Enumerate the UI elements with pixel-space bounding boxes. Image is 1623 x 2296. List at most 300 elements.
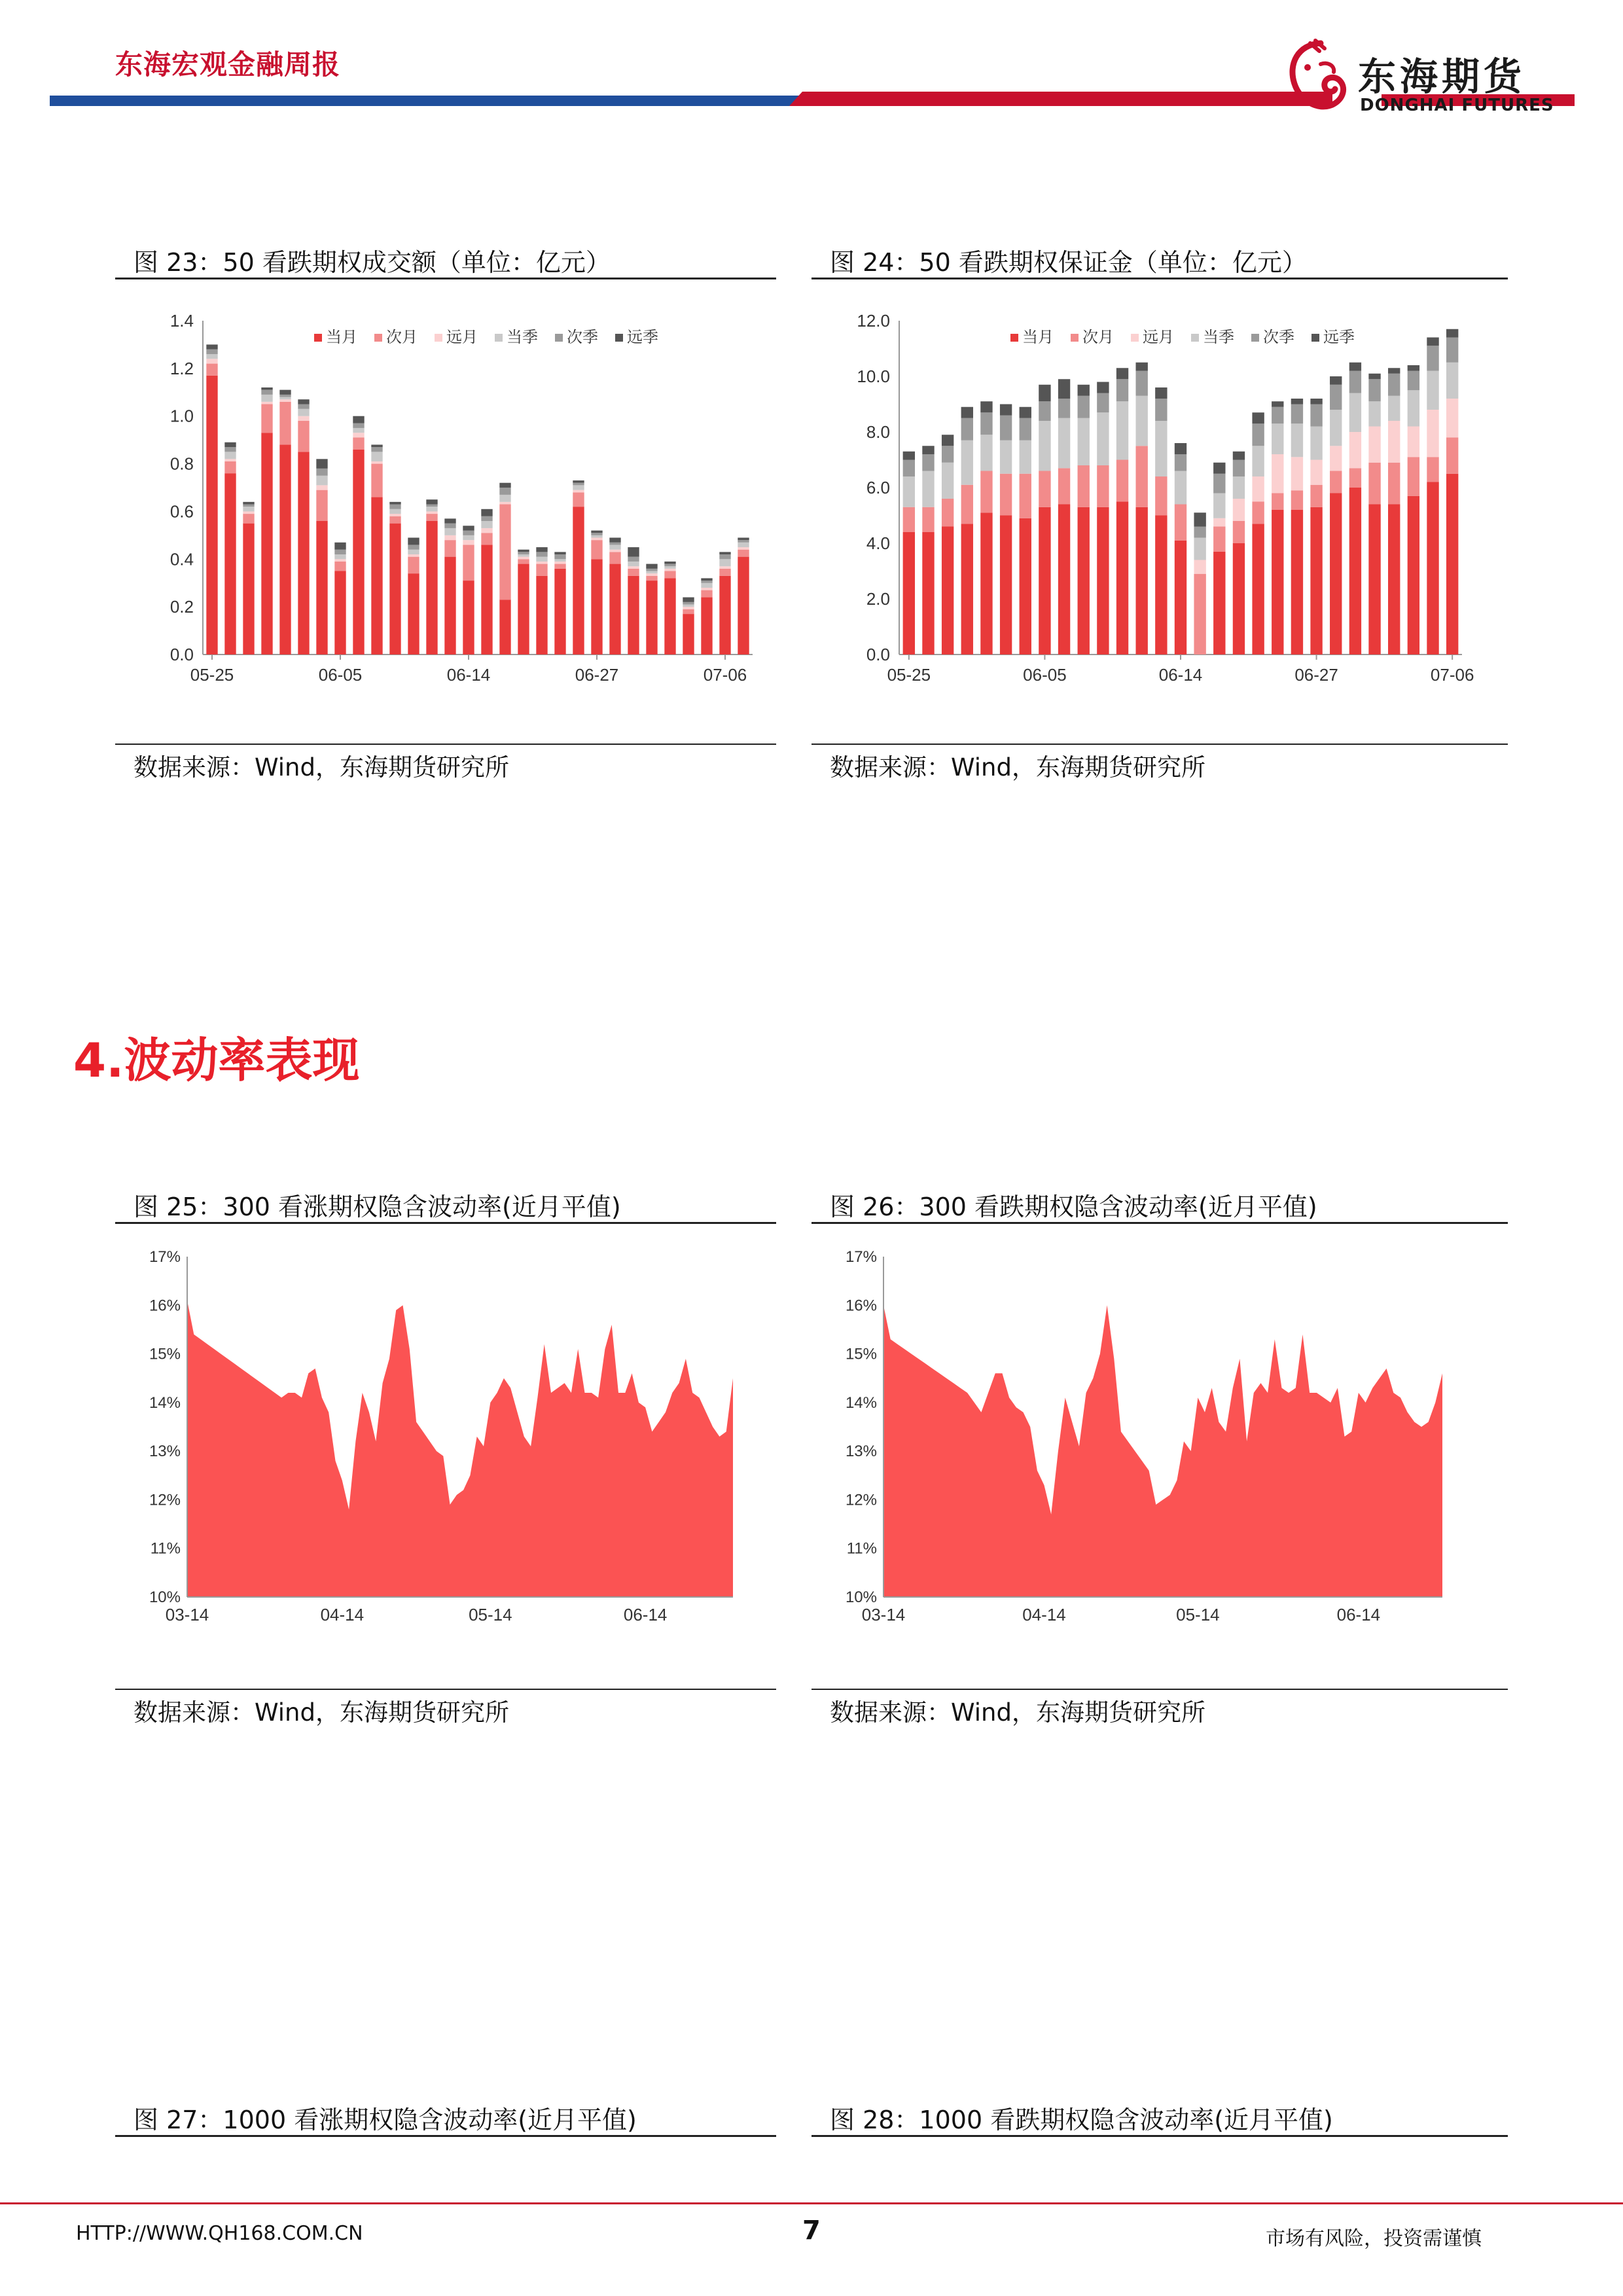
- bar-segment: [1175, 505, 1186, 541]
- bar-segment: [1330, 385, 1342, 410]
- bar-segment: [279, 444, 291, 655]
- bar-segment: [980, 471, 992, 513]
- bar-segment: [1446, 438, 1458, 474]
- report-title: 东海宏观金融周报: [115, 48, 341, 81]
- bar-segment: [980, 435, 992, 471]
- bar-segment: [389, 514, 401, 516]
- bar-segment: [334, 543, 346, 550]
- bar-segment: [591, 531, 602, 533]
- bar-segment: [628, 547, 639, 557]
- x-tick-label: 05-14: [1176, 1605, 1220, 1624]
- bar-segment: [573, 480, 584, 483]
- bar-segment: [1349, 488, 1361, 655]
- bar-segment: [1000, 474, 1012, 516]
- bar-segment: [628, 557, 639, 562]
- bar-segment: [1446, 363, 1458, 399]
- fig26-bottom-rule: [812, 1689, 1508, 1690]
- bar-segment: [206, 344, 217, 349]
- fig26-top-rule: [812, 1222, 1508, 1224]
- bar-segment: [1272, 454, 1283, 493]
- y-tick-label: 8.0: [866, 422, 890, 442]
- bar-segment: [1368, 505, 1380, 655]
- bar-segment: [1427, 338, 1438, 346]
- legend-swatch: [615, 334, 623, 342]
- bar-segment: [206, 364, 217, 376]
- x-tick-label: 06-27: [1294, 665, 1338, 685]
- bar-segment: [1194, 574, 1205, 655]
- bar-segment: [298, 416, 309, 421]
- bar-segment: [1252, 412, 1264, 423]
- bar-segment: [518, 552, 529, 554]
- bar-segment: [389, 524, 401, 655]
- bar-segment: [903, 452, 915, 460]
- bar-segment: [1330, 410, 1342, 446]
- bar-segment: [298, 409, 309, 416]
- y-tick-label: 14%: [845, 1393, 877, 1412]
- y-tick-label: 15%: [149, 1345, 181, 1363]
- bar-segment: [1368, 379, 1380, 401]
- bar-segment: [738, 543, 749, 547]
- bar-segment: [444, 540, 455, 557]
- bar-segment: [922, 446, 934, 454]
- bar-segment: [206, 376, 217, 655]
- x-tick-label: 03-14: [861, 1605, 906, 1624]
- bar-segment: [224, 473, 236, 655]
- bar-segment: [1155, 516, 1167, 655]
- bar-segment: [719, 569, 730, 576]
- bar-segment: [371, 444, 382, 447]
- bar-segment: [371, 452, 382, 461]
- bar-segment: [1368, 374, 1380, 380]
- fig25-title: 图 25：300 看涨期权隐含波动率(近月平值): [134, 1193, 621, 1221]
- bar-segment: [591, 538, 602, 541]
- bar-segment: [1135, 507, 1147, 655]
- bar-segment: [1000, 516, 1012, 655]
- bar-segment: [481, 509, 492, 516]
- bar-segment: [444, 524, 455, 528]
- y-tick-label: 15%: [845, 1345, 877, 1363]
- legend-label: 远季: [627, 329, 658, 346]
- bar-segment: [1078, 385, 1090, 396]
- bar-segment: [922, 532, 934, 655]
- x-tick-label: 04-14: [1022, 1605, 1066, 1624]
- bar-segment: [1175, 443, 1186, 454]
- y-tick-label: 10%: [149, 1588, 181, 1606]
- bar-segment: [1135, 396, 1147, 446]
- bar-segment: [499, 505, 510, 600]
- risk-disclaimer: 市场有风险，投资需谨慎: [1266, 2227, 1482, 2250]
- bar-segment: [1388, 505, 1400, 655]
- bar-segment: [224, 442, 236, 447]
- bar-segment: [1310, 399, 1322, 404]
- bar-segment: [444, 518, 455, 523]
- x-tick-label: 06-05: [318, 665, 363, 685]
- bar-segment: [243, 511, 254, 514]
- bar-segment: [554, 569, 565, 655]
- x-tick-label: 05-25: [190, 665, 234, 685]
- x-tick-label: 04-14: [320, 1605, 365, 1624]
- bar-segment: [683, 605, 694, 607]
- bar-segment: [591, 540, 602, 559]
- bar-segment: [1097, 507, 1109, 655]
- bar-segment: [1097, 412, 1109, 465]
- bar-segment: [1213, 493, 1225, 518]
- legend-label: 远月: [446, 329, 478, 346]
- bar-segment: [942, 435, 954, 446]
- bar-segment: [646, 573, 657, 576]
- bar-segment: [481, 545, 492, 655]
- bar-segment: [389, 516, 401, 524]
- bar-segment: [1446, 474, 1458, 655]
- footer-url-link[interactable]: HTTP://WWW.QH168.COM.CN: [76, 2222, 363, 2245]
- y-tick-label: 12.0: [857, 311, 890, 331]
- bar-segment: [646, 571, 657, 574]
- bar-segment: [426, 499, 437, 504]
- y-tick-label: 0.8: [169, 454, 194, 474]
- bar-segment: [1020, 418, 1031, 440]
- bar-segment: [1058, 418, 1070, 469]
- bar-segment: [683, 602, 694, 605]
- logo-english-name: DONGHAI FUTURES: [1360, 96, 1554, 115]
- bar-segment: [903, 476, 915, 507]
- bar-segment: [573, 490, 584, 493]
- bar-segment: [536, 552, 547, 556]
- bar-segment: [1020, 407, 1031, 418]
- bar-segment: [1175, 541, 1186, 655]
- bar-segment: [279, 397, 291, 400]
- bar-segment: [628, 576, 639, 655]
- bar-segment: [1427, 346, 1438, 370]
- bar-segment: [1194, 538, 1205, 560]
- bar-segment: [334, 550, 346, 554]
- bar-segment: [1135, 371, 1147, 396]
- fig23-bottom-rule: [115, 744, 776, 745]
- bar-segment: [224, 447, 236, 452]
- bar-segment: [1039, 401, 1050, 421]
- bar-segment: [628, 562, 639, 566]
- bar-segment: [961, 524, 973, 655]
- bar-segment: [903, 532, 915, 655]
- bar-segment: [408, 545, 419, 549]
- bar-segment: [1291, 399, 1303, 404]
- bar-segment: [1349, 468, 1361, 488]
- bar-segment: [463, 540, 474, 545]
- fig23-chart: [131, 301, 772, 700]
- bar-segment: [1427, 482, 1438, 655]
- bar-segment: [1078, 396, 1090, 418]
- bar-segment: [1349, 393, 1361, 433]
- bar-segment: [444, 557, 455, 655]
- bar-segment: [664, 571, 675, 579]
- y-tick-label: 0.2: [169, 597, 194, 617]
- bar-segment: [261, 433, 272, 655]
- bar-segment: [1252, 476, 1264, 501]
- bar-segment: [1155, 476, 1167, 516]
- bar-segment: [719, 552, 730, 554]
- bar-segment: [1330, 493, 1342, 655]
- bar-segment: [206, 350, 217, 354]
- bar-segment: [961, 418, 973, 440]
- bar-segment: [1349, 432, 1361, 468]
- bar-segment: [1213, 552, 1225, 655]
- bar-segment: [1388, 374, 1400, 396]
- legend-swatch: [1311, 334, 1319, 342]
- bar-segment: [1078, 465, 1090, 507]
- bar-segment: [628, 569, 639, 576]
- bar-segment: [609, 538, 620, 543]
- legend-swatch: [1191, 334, 1199, 342]
- bar-segment: [1291, 423, 1303, 457]
- bar-segment: [1368, 427, 1380, 463]
- fig26-source: 数据来源：Wind，东海期货研究所: [830, 1698, 1205, 1727]
- fig24-chart: [827, 301, 1482, 700]
- bar-segment: [554, 559, 565, 562]
- bar-segment: [1291, 490, 1303, 510]
- bar-segment: [1408, 427, 1419, 457]
- bar-segment: [353, 423, 364, 428]
- legend-label: 次月: [1082, 329, 1114, 346]
- bar-segment: [481, 521, 492, 528]
- bar-segment: [1135, 446, 1147, 507]
- bar-segment: [609, 564, 620, 655]
- legend-label: 次月: [386, 329, 418, 346]
- y-tick-label: 1.2: [169, 358, 194, 378]
- bar-segment: [1291, 404, 1303, 424]
- bar-segment: [1272, 510, 1283, 655]
- bar-segment: [1349, 371, 1361, 393]
- y-tick-label: 0.4: [169, 549, 194, 569]
- bar-segment: [353, 416, 364, 423]
- bar-segment: [224, 461, 236, 473]
- bar-segment: [664, 566, 675, 569]
- y-tick-label: 0.0: [169, 645, 194, 664]
- bar-segment: [701, 578, 712, 581]
- bar-segment: [1368, 401, 1380, 426]
- bar-segment: [942, 527, 954, 655]
- bar-segment: [1116, 379, 1128, 401]
- bar-segment: [1020, 474, 1031, 518]
- bar-segment: [1039, 507, 1050, 655]
- bar-segment: [1408, 371, 1419, 391]
- bar-segment: [738, 538, 749, 541]
- bar-segment: [371, 447, 382, 452]
- bar-segment: [1272, 493, 1283, 511]
- bar-segment: [444, 535, 455, 540]
- bar-segment: [481, 516, 492, 521]
- bar-segment: [1233, 460, 1245, 477]
- x-tick-label: 06-05: [1023, 665, 1067, 685]
- legend-label: 当季: [1203, 329, 1234, 346]
- volatility-area: [187, 1300, 733, 1597]
- bar-segment: [499, 600, 510, 655]
- bar-segment: [316, 476, 327, 486]
- bar-segment: [408, 538, 419, 545]
- bar-segment: [426, 505, 437, 507]
- bar-segment: [1058, 505, 1070, 655]
- x-tick-label: 03-14: [165, 1605, 209, 1624]
- bar-segment: [1233, 521, 1245, 543]
- bar-segment: [353, 438, 364, 450]
- bar-segment: [1330, 446, 1342, 471]
- bar-segment: [1000, 440, 1012, 474]
- bar-segment: [591, 559, 602, 655]
- bar-segment: [961, 407, 973, 418]
- legend-swatch: [314, 334, 322, 342]
- fig24-source: 数据来源：Wind，东海期货研究所: [830, 753, 1205, 781]
- bar-segment: [1097, 465, 1109, 507]
- bar-segment: [903, 507, 915, 532]
- bar-segment: [1446, 329, 1458, 338]
- bar-segment: [664, 564, 675, 567]
- bar-segment: [701, 590, 712, 598]
- bar-segment: [573, 492, 584, 507]
- bar-segment: [1330, 376, 1342, 385]
- bar-segment: [1388, 463, 1400, 505]
- bar-segment: [206, 359, 217, 363]
- bar-segment: [298, 452, 309, 655]
- bar-segment: [353, 433, 364, 437]
- bar-segment: [609, 550, 620, 552]
- bar-segment: [664, 562, 675, 564]
- bar-segment: [591, 533, 602, 535]
- bar-segment: [316, 490, 327, 521]
- bar-segment: [1020, 440, 1031, 474]
- bar-segment: [1233, 499, 1245, 521]
- bar-segment: [261, 404, 272, 433]
- bar-segment: [316, 521, 327, 655]
- bar-segment: [1097, 393, 1109, 413]
- bar-segment: [1291, 510, 1303, 655]
- bar-segment: [1427, 457, 1438, 482]
- bar-segment: [1330, 471, 1342, 493]
- fig24-title: 图 24：50 看跌期权保证金（单位：亿元）: [830, 248, 1307, 277]
- bar-segment: [1408, 457, 1419, 496]
- bar-segment: [701, 588, 712, 590]
- bar-segment: [371, 461, 382, 464]
- fig26-title: 图 26：300 看跌期权隐含波动率(近月平值): [830, 1193, 1317, 1221]
- bar-segment: [609, 552, 620, 564]
- bar-segment: [554, 562, 565, 564]
- x-tick-label: 07-06: [1430, 665, 1474, 685]
- bar-segment: [426, 521, 437, 655]
- bar-segment: [426, 514, 437, 521]
- y-tick-label: 16%: [845, 1297, 877, 1315]
- bar-segment: [1135, 363, 1147, 371]
- bar-segment: [1310, 485, 1322, 507]
- bar-segment: [1116, 501, 1128, 655]
- bar-segment: [499, 502, 510, 505]
- fig25-bottom-rule: [115, 1689, 776, 1690]
- bar-segment: [738, 547, 749, 550]
- bar-segment: [1408, 496, 1419, 655]
- logo-chinese-name: 东海期货: [1358, 54, 1526, 99]
- volatility-area: [883, 1305, 1442, 1597]
- bar-segment: [536, 564, 547, 576]
- y-tick-label: 6.0: [866, 478, 890, 497]
- bar-segment: [683, 598, 694, 602]
- y-tick-label: 12%: [845, 1491, 877, 1509]
- bar-segment: [738, 540, 749, 543]
- bar-segment: [719, 559, 730, 566]
- bar-segment: [738, 550, 749, 557]
- bar-segment: [1097, 382, 1109, 393]
- bar-segment: [1446, 399, 1458, 438]
- bar-segment: [1194, 512, 1205, 526]
- bar-segment: [316, 459, 327, 469]
- bar-segment: [518, 554, 529, 557]
- bar-segment: [261, 387, 272, 390]
- x-tick-label: 05-14: [469, 1605, 512, 1624]
- bar-segment: [243, 505, 254, 507]
- legend-label: 当季: [507, 329, 538, 346]
- bar-segment: [279, 395, 291, 397]
- bar-segment: [224, 459, 236, 461]
- bar-segment: [554, 552, 565, 554]
- bar-segment: [1155, 421, 1167, 476]
- legend-swatch: [374, 334, 382, 342]
- bar-segment: [243, 507, 254, 511]
- bar-segment: [1116, 401, 1128, 459]
- bar-segment: [903, 460, 915, 477]
- bar-segment: [426, 507, 437, 511]
- fig25-top-rule: [115, 1222, 776, 1224]
- bar-segment: [463, 545, 474, 581]
- legend-swatch: [1131, 334, 1139, 342]
- x-tick-label: 06-14: [1336, 1605, 1381, 1624]
- bar-segment: [1155, 387, 1167, 399]
- bar-segment: [1252, 501, 1264, 524]
- bar-segment: [1272, 407, 1283, 424]
- bar-segment: [316, 485, 327, 490]
- dragon-logo-icon: [1281, 38, 1353, 117]
- bar-segment: [573, 485, 584, 490]
- page-number: 7: [802, 2215, 821, 2246]
- bar-segment: [463, 581, 474, 655]
- bar-segment: [1058, 399, 1070, 418]
- bar-segment: [980, 512, 992, 655]
- bar-segment: [664, 569, 675, 571]
- fig26-chart: [827, 1237, 1482, 1656]
- legend-label: 远月: [1143, 329, 1174, 346]
- bar-segment: [738, 557, 749, 655]
- bar-segment: [609, 543, 620, 545]
- bar-segment: [1272, 401, 1283, 407]
- section-heading: 4.波动率表现: [73, 1033, 360, 1088]
- bar-segment: [1349, 363, 1361, 371]
- bar-segment: [1213, 474, 1225, 493]
- fig24-top-rule: [812, 278, 1508, 279]
- fig27-title: 图 27：1000 看涨期权隐含波动率(近月平值): [134, 2106, 637, 2134]
- bar-segment: [389, 505, 401, 509]
- bar-segment: [408, 557, 419, 574]
- bar-segment: [1039, 385, 1050, 402]
- bar-segment: [334, 562, 346, 571]
- bar-segment: [1194, 527, 1205, 538]
- bar-segment: [298, 404, 309, 409]
- bar-segment: [1388, 368, 1400, 374]
- bar-segment: [426, 511, 437, 514]
- bar-segment: [518, 564, 529, 655]
- bar-segment: [1310, 404, 1322, 427]
- fig27-top-rule: [115, 2135, 776, 2137]
- bar-segment: [1446, 338, 1458, 363]
- legend-swatch: [1071, 334, 1079, 342]
- y-tick-label: 0.6: [169, 501, 194, 522]
- bar-segment: [646, 569, 657, 571]
- y-tick-label: 13%: [845, 1443, 877, 1461]
- y-tick-label: 11%: [846, 1539, 877, 1558]
- bar-segment: [243, 524, 254, 655]
